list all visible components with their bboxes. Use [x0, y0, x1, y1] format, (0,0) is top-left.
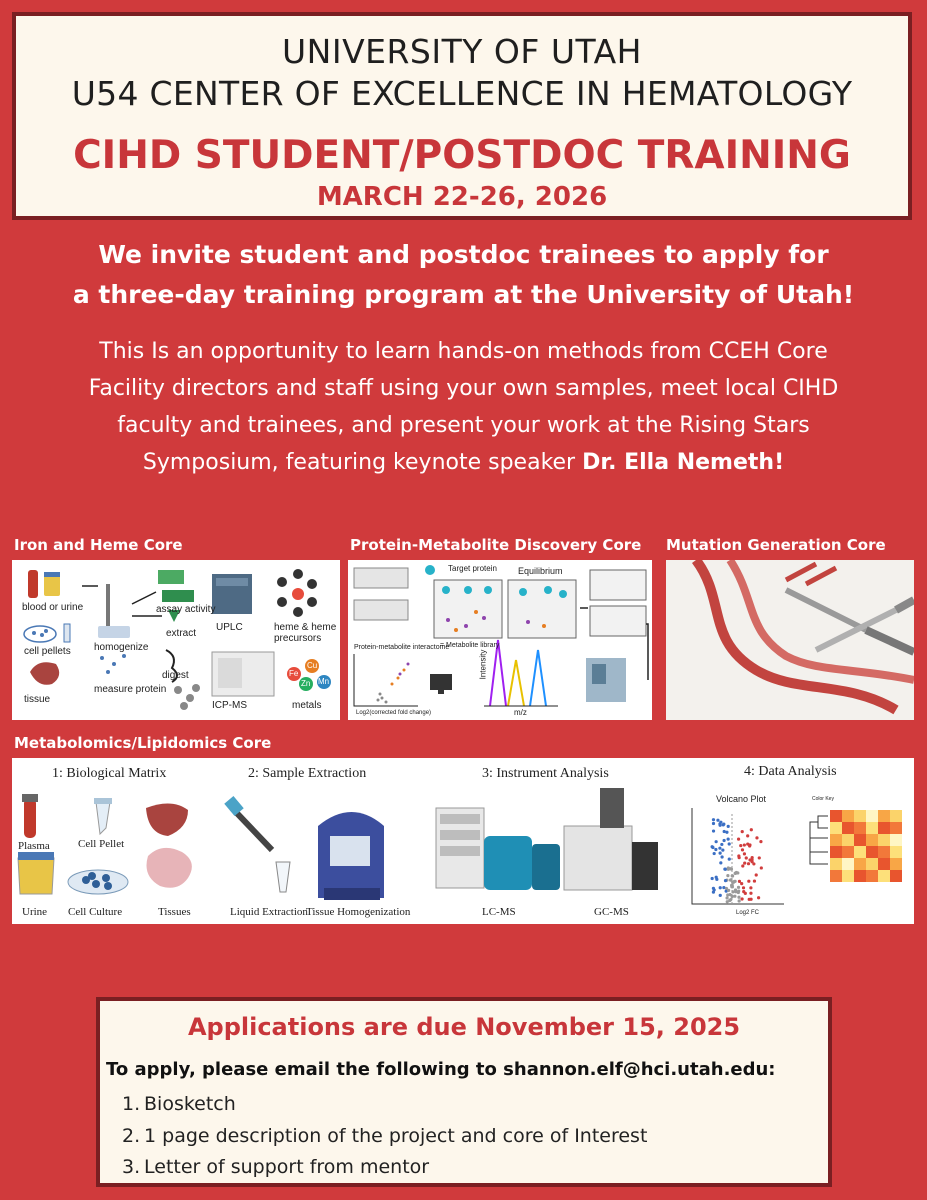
homogenize-label: homogenize: [94, 642, 149, 653]
cu-label: Cu: [307, 661, 318, 670]
invite-line-2: a three-day training program at the University of Utah!: [72, 280, 855, 309]
cell-culture-label: Cell Culture: [68, 906, 123, 918]
step-sample-extraction: 2: Sample Extraction: [248, 766, 367, 781]
digest-label: digest: [162, 670, 189, 681]
step-biological-matrix: 1: Biological Matrix: [52, 766, 167, 781]
protein-metabolite-core-label: Protein-Metabolite Discovery Core: [350, 536, 642, 554]
university-name: UNIVERSITY OF UTAH: [282, 32, 642, 71]
assay-activity-label: assay activity: [156, 604, 216, 615]
iron-heme-core-diagram: [12, 560, 340, 720]
mz-axis-label: m/z: [514, 708, 527, 717]
application-deadline: Applications are due November 15, 2025: [187, 1013, 741, 1041]
urine-label: Urine: [22, 906, 48, 918]
step-data-analysis: 4: Data Analysis: [744, 764, 837, 779]
requirement-text: Biosketch: [144, 1093, 236, 1115]
requirement-item: [122, 1125, 647, 1147]
color-key-label: Color Key: [812, 796, 834, 802]
heatmap-cell: [878, 858, 890, 870]
heatmap-cell: [878, 846, 890, 858]
tissues-label: Tissues: [158, 906, 191, 918]
keynote-speaker: Dr. Ella Nemeth!: [582, 450, 785, 475]
measure-protein-label: measure protein: [94, 684, 167, 695]
log2fc-axis-label: Log2 FC: [736, 910, 760, 916]
icp-ms-label: ICP-MS: [212, 700, 247, 711]
step-instrument-analysis: 3: Instrument Analysis: [482, 766, 609, 781]
dendrogram: [810, 816, 828, 864]
iron-heme-core-label: Iron and Heme Core: [14, 536, 183, 554]
metabolomics-core-label: Metabolomics/Lipidomics Core: [14, 734, 272, 752]
requirement-item: [122, 1093, 236, 1115]
heatmap-cell: [830, 870, 842, 882]
zn-label: Zn: [301, 679, 311, 688]
heatmap-cell: [890, 858, 902, 870]
heatmap-cell: [842, 870, 854, 882]
heatmap-cell: [842, 846, 854, 858]
fe-label: Fe: [289, 669, 299, 678]
protein-metabolite-illustration: [348, 560, 652, 720]
liquid-extraction-label: Liquid Extraction: [230, 906, 308, 918]
center-name: U54 CENTER OF EXCELLENCE IN HEMATOLOGY: [71, 74, 853, 113]
apply-instructions: To apply, please email the following to shannon.elf@hci.utah.edu:: [106, 1059, 776, 1080]
heatmap-cell: [830, 858, 842, 870]
heatmap-cell: [866, 822, 878, 834]
heatmap-cell: [890, 870, 902, 882]
interactome-label: Protein-metabolite interactome: [354, 644, 450, 651]
heatmap-cell: [854, 846, 866, 858]
description-line-4-text: Symposium, featuring keynote speaker: [142, 450, 583, 475]
heatmap: [12, 758, 914, 924]
heatmap-cell: [866, 858, 878, 870]
heatmap-cell: [842, 822, 854, 834]
heatmap-cell: [878, 810, 890, 822]
program-dates: MARCH 22-26, 2026: [316, 182, 608, 212]
metals-label: metals: [292, 700, 322, 711]
protein-metabolite-core-diagram: [348, 560, 652, 720]
requirement-number: 2.: [122, 1125, 141, 1147]
heatmap-cell: [830, 810, 842, 822]
gc-ms-label: GC-MS: [594, 906, 629, 918]
invite-line-1: We invite student and postdoc trainees to apply for: [98, 240, 829, 269]
heatmap-cell: [890, 822, 902, 834]
requirement-number: 3.: [122, 1156, 141, 1178]
volcano-plot-title: Volcano Plot: [716, 794, 767, 804]
dna-scissors-illustration: [666, 560, 914, 720]
lc-ms-label: LC-MS: [482, 906, 516, 918]
application-box: [96, 997, 832, 1187]
cell-pellets-label: cell pellets: [24, 646, 71, 657]
metabolomics-core-diagram: [12, 758, 914, 924]
heatmap-cell: [866, 834, 878, 846]
heatmap-cell: [866, 846, 878, 858]
heatmap-cell: [842, 858, 854, 870]
heatmap-cell: [878, 834, 890, 846]
requirement-text: Letter of support from mentor: [144, 1156, 430, 1178]
description-line-2: Facility directors and staff using your own samples, meet local CIHD: [88, 376, 839, 401]
tissue-homogenization-label: Tissue Homogenization: [306, 906, 411, 918]
mutation-generation-core-label: Mutation Generation Core: [666, 536, 886, 554]
heme-precursors-label: heme & heme precursors: [274, 622, 337, 644]
requirement-text: 1 page description of the project and core of Interest: [144, 1125, 648, 1147]
heatmap-cell: [830, 846, 842, 858]
program-title: CIHD STUDENT/POSTDOC TRAINING: [73, 133, 851, 178]
heatmap-cell: [878, 822, 890, 834]
heatmap-cell: [854, 870, 866, 882]
heatmap-cell: [842, 834, 854, 846]
heatmap-cell: [890, 834, 902, 846]
plasma-label: Plasma: [18, 840, 50, 852]
heatmap-cell: [854, 822, 866, 834]
heatmap-cell: [854, 858, 866, 870]
mn-label: Mn: [318, 677, 330, 686]
description-line-4: [10, 450, 917, 475]
cell-pellet-label: Cell Pellet: [78, 838, 125, 850]
heatmap-cell: [890, 846, 902, 858]
equilibrium-label: Equilibrium: [518, 566, 563, 576]
extract-label: extract: [166, 628, 197, 639]
header-box: [12, 12, 912, 220]
target-protein-label: Target protein: [448, 564, 497, 573]
heatmap-cell: [878, 870, 890, 882]
uplc-label: UPLC: [216, 622, 243, 633]
mutation-generation-core-image: [666, 560, 914, 720]
heatmap-cell: [830, 834, 842, 846]
tissue-label: tissue: [24, 694, 51, 705]
requirement-number: 1.: [122, 1093, 141, 1115]
heatmap-cell: [890, 810, 902, 822]
description-line-1: This Is an opportunity to learn hands-on methods from CCEH Core: [99, 339, 828, 364]
heatmap-cell: [866, 870, 878, 882]
heatmap-cell: [842, 810, 854, 822]
heatmap-cell: [830, 822, 842, 834]
metabolite-library-label: = Metabolite library: [440, 642, 500, 649]
heatmap-cell: [866, 810, 878, 822]
fold-change-axis-label: Log2(corrected fold change): [356, 710, 432, 716]
heatmap-cell: [854, 810, 866, 822]
requirement-item: [122, 1156, 429, 1178]
blood-urine-label: blood or urine: [22, 602, 84, 613]
heatmap-cell: [854, 834, 866, 846]
description-line-3: faculty and trainees, and present your work at the Rising Stars: [117, 413, 810, 438]
intensity-axis-label: Intensity: [478, 649, 488, 680]
